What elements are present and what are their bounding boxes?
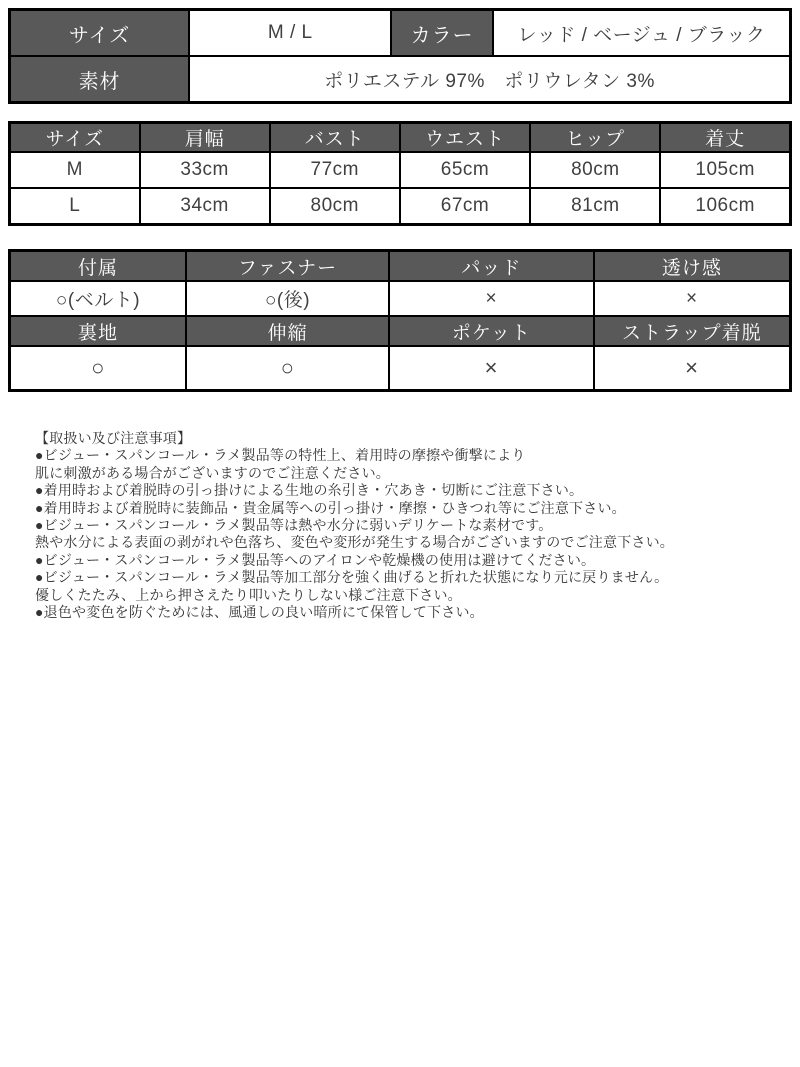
feature-value-fastener: ○(後) bbox=[186, 281, 389, 316]
size-m-cell: M bbox=[10, 152, 140, 188]
material-row bbox=[10, 56, 791, 103]
size-chart-row-m bbox=[10, 152, 791, 188]
feature-value-strap: × bbox=[594, 346, 791, 391]
feature-value-pocket: × bbox=[389, 346, 594, 391]
size-chart-header-length: 着丈 bbox=[660, 123, 790, 153]
feature-header-pad: パッド bbox=[389, 251, 594, 282]
size-chart-header-shoulder: 肩幅 bbox=[140, 123, 270, 153]
feature-header-pocket: ポケット bbox=[389, 316, 594, 346]
size-l-bust: 80cm bbox=[270, 188, 400, 225]
size-chart-row-l bbox=[10, 188, 791, 225]
features-header-row-2 bbox=[10, 316, 791, 346]
care-note-line: ●退色や変色を防ぐためには、風通しの良い暗所にて保管して下さい。 bbox=[35, 604, 484, 621]
care-note-line: ●着用時および着脱時に装飾品・貴金属等への引っ掛け・摩擦・ひきつれ等にご注意下さい。 bbox=[35, 499, 626, 516]
feature-header-sheerness: 透け感 bbox=[594, 251, 791, 282]
feature-header-strap: ストラップ着脱 bbox=[594, 316, 791, 346]
feature-value-lining: ○ bbox=[10, 346, 187, 391]
size-chart-header-size: サイズ bbox=[10, 123, 140, 153]
size-m-shoulder: 33cm bbox=[140, 152, 270, 188]
size-m-hip: 80cm bbox=[530, 152, 660, 188]
size-l-waist: 67cm bbox=[400, 188, 530, 225]
care-notes bbox=[8, 430, 792, 621]
color-value-cell: レッド / ベージュ / ブラック bbox=[493, 10, 791, 57]
care-note-line: 優しくたたみ、上から押さえたり叩いたりしない様ご注意下さい。 bbox=[35, 586, 462, 603]
feature-value-stretch: ○ bbox=[186, 346, 389, 391]
care-note-line: ●ビジュー・スパンコール・ラメ製品等は熱や水分に弱いデリケートな素材です。 bbox=[35, 517, 553, 534]
size-l-shoulder: 34cm bbox=[140, 188, 270, 225]
feature-value-pad: × bbox=[389, 281, 594, 316]
feature-header-accessory: 付属 bbox=[10, 251, 187, 282]
feature-header-stretch: 伸縮 bbox=[186, 316, 389, 346]
care-note-line: 熱や水分による表面の剥がれや色落ち、変色や変形が発生する場合がございますのでご注意下さい。 bbox=[35, 534, 674, 551]
care-note-line: ●ビジュー・スパンコール・ラメ製品等の特性上、着用時の摩擦や衝撃により bbox=[35, 447, 526, 464]
care-notes-title: 【取扱い及び注意事項】 bbox=[35, 430, 192, 446]
size-m-length: 105cm bbox=[660, 152, 790, 188]
size-chart-header-hip: ヒップ bbox=[530, 123, 660, 153]
features-value-row-1 bbox=[10, 281, 791, 316]
size-value-cell: M / L bbox=[189, 10, 391, 57]
size-m-waist: 65cm bbox=[400, 152, 530, 188]
size-label-cell: サイズ bbox=[10, 10, 190, 57]
size-chart-header-waist: ウエスト bbox=[400, 123, 530, 153]
size-color-row bbox=[10, 10, 791, 57]
feature-value-accessory: ○(ベルト) bbox=[10, 281, 187, 316]
size-l-cell: L bbox=[10, 188, 140, 225]
size-l-hip: 81cm bbox=[530, 188, 660, 225]
features-value-row-2 bbox=[10, 346, 791, 391]
care-note-line: 肌に刺激がある場合がございますのでご注意ください。 bbox=[35, 464, 390, 481]
size-color-material-table bbox=[8, 8, 792, 104]
material-value-cell: ポリエステル 97% ポリウレタン 3% bbox=[189, 56, 790, 103]
size-m-bust: 77cm bbox=[270, 152, 400, 188]
features-table bbox=[8, 249, 792, 392]
size-chart-header-bust: バスト bbox=[270, 123, 400, 153]
care-note-line: ●着用時および着脱時の引っ掛けによる生地の糸引き・穴あき・切断にご注意下さい。 bbox=[35, 482, 584, 499]
care-note-line: ●ビジュー・スパンコール・ラメ製品等加工部分を強く曲げると折れた状態になり元に戻りません。 bbox=[35, 569, 669, 586]
material-label-cell: 素材 bbox=[10, 56, 190, 103]
size-chart-table bbox=[8, 121, 792, 226]
size-l-length: 106cm bbox=[660, 188, 790, 225]
feature-header-fastener: ファスナー bbox=[186, 251, 389, 282]
size-chart-header-row bbox=[10, 123, 791, 153]
care-note-line: ●ビジュー・スパンコール・ラメ製品等へのアイロンや乾燥機の使用は避けてください。 bbox=[35, 551, 596, 568]
feature-header-lining: 裏地 bbox=[10, 316, 187, 346]
features-header-row-1 bbox=[10, 251, 791, 282]
feature-value-sheerness: × bbox=[594, 281, 791, 316]
color-label-cell: カラー bbox=[391, 10, 493, 57]
